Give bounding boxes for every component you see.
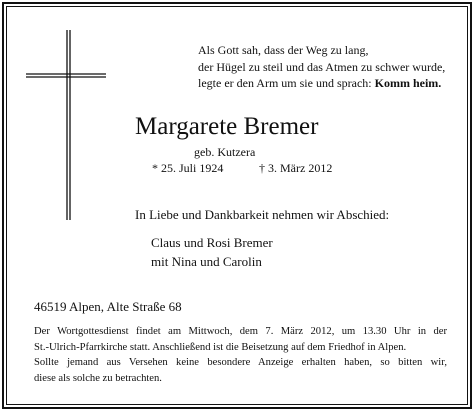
- service-info-line-2: St.-Ulrich-Pfarrkirche statt. Anschließend ist die Beisetzung auf dem Friedhof in Alpen.: [34, 341, 407, 353]
- poem-line-2: der Hügel zu steil und das Atmen zu schwer wurde,: [198, 59, 446, 74]
- maiden-name: geb. Kutzera: [194, 145, 256, 159]
- mourner-line-1: Claus und Rosi Bremer: [151, 235, 273, 250]
- death-date: † 3. März 2012: [259, 161, 333, 175]
- poem-line-3-text: legte er den Arm um sie und sprach:: [198, 76, 375, 90]
- poem-emphasis: Komm heim.: [374, 76, 442, 90]
- poem: [198, 42, 448, 92]
- cross-icon: [26, 30, 106, 220]
- deceased-name: Margarete Bremer: [135, 113, 319, 140]
- poem-line-3: [198, 75, 448, 92]
- poem-line-1: Als Gott sah, dass der Weg zu lang,: [198, 43, 369, 57]
- service-info: [34, 324, 447, 387]
- service-info-line-1: Der Wortgottesdienst findet am Mittwoch, dem 7. März 2012, um 13.30 Uhr in der: [34, 326, 447, 337]
- address: 46519 Alpen, Alte Straße 68: [34, 299, 182, 314]
- mourners: [151, 233, 273, 271]
- obituary-notice: [2, 2, 472, 409]
- life-dates: [152, 161, 333, 176]
- service-info-line-4: diese als solche zu betrachten.: [34, 373, 162, 385]
- farewell-text: In Liebe und Dankbarkeit nehmen wir Abschied:: [135, 207, 390, 222]
- service-info-line-3: Sollte jemand aus Versehen keine besondere Anzeige erhalten haben, so bitten wir,: [34, 357, 447, 369]
- mourner-line-2: mit Nina und Carolin: [151, 254, 262, 269]
- birth-date: * 25. Juli 1924: [152, 161, 224, 175]
